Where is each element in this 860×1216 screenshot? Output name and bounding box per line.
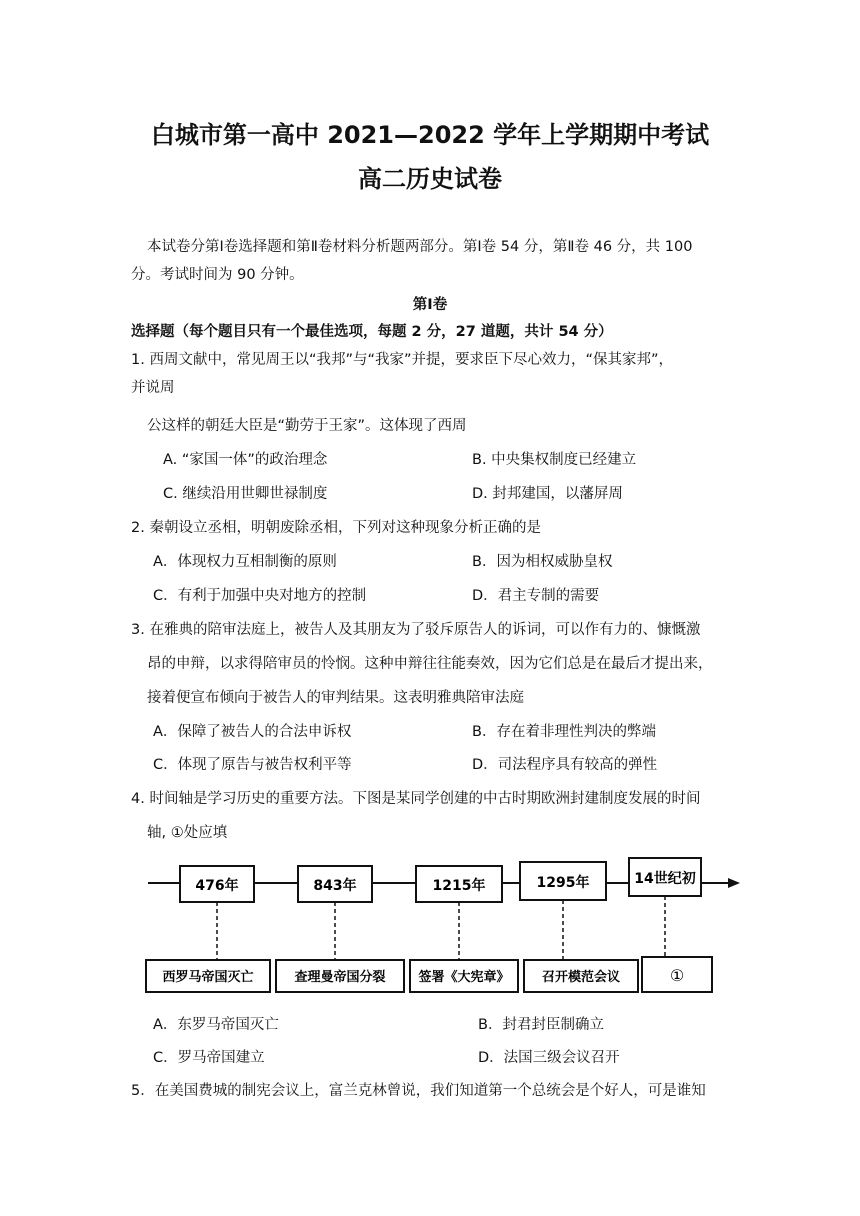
- question-2-line-1: 2. 秦朝设立丞相，明朝废除丞相，下列对这种现象分析正确的是: [131, 520, 541, 536]
- year-label-2: 843年: [313, 878, 357, 894]
- question-3-line-3: 接着便宣布倾向于被告人的审判结果。这表明雅典陪审法庭: [147, 690, 524, 706]
- question-2-option-a[interactable]: A．体现权力互相制衡的原则: [153, 554, 337, 570]
- question-3-option-c[interactable]: C．体现了原告与被告权利平等: [153, 757, 352, 773]
- event-label-5: ①: [669, 966, 685, 985]
- question-4-option-d[interactable]: D．法国三级会议召开: [478, 1050, 620, 1066]
- intro-line-2: 分。考试时间为 90 分钟。: [131, 267, 304, 283]
- question-1-option-c[interactable]: C. 继续沿用世卿世禄制度: [163, 486, 328, 502]
- question-3-line-2: 昂的申辩，以求得陪审员的怜悯。这种申辩往往能奏效，因为它们总是在最后才提出来，: [147, 656, 713, 672]
- year-label-5: 14世纪初: [634, 871, 696, 887]
- year-label-4: 1295年: [536, 875, 590, 891]
- question-4-option-b[interactable]: B．封君封臣制确立: [478, 1017, 604, 1033]
- event-label-3: 签署《大宪章》: [418, 970, 510, 985]
- question-1-option-a[interactable]: A. “家国一体”的政治理念: [163, 452, 328, 468]
- year-label-1: 476年: [195, 878, 239, 894]
- part-heading: 第Ⅰ卷: [412, 297, 448, 313]
- question-3-option-b[interactable]: B．存在着非理性判决的弊端: [472, 724, 656, 740]
- section-title: 选择题（每个题目只有一个最佳选项，每题 2 分，27 道题，共计 54 分）: [131, 324, 613, 340]
- year-label-3: 1215年: [432, 878, 486, 894]
- question-2-option-b[interactable]: B．因为相权威胁皇权: [472, 554, 613, 570]
- event-label-1: 西罗马帝国灭亡: [162, 970, 254, 985]
- question-1-line-1: 1. 西周文献中，常见周王以“我邦”与“我家”并提，要求臣下尽心效力，“保其家邦”，: [131, 352, 674, 368]
- question-3-option-d[interactable]: D．司法程序具有较高的弹性: [472, 757, 658, 773]
- question-1-line-2: 并说周: [131, 380, 175, 396]
- exam-title: 白城市第一高中 2021—2022 学年上学期期中考试: [150, 121, 710, 149]
- event-label-4: 召开模范会议: [541, 970, 621, 985]
- question-3-option-a[interactable]: A．保障了被告人的合法申诉权: [153, 724, 352, 740]
- question-1-option-d[interactable]: D. 封邦建国，以藩屏周: [472, 486, 623, 502]
- exam-subtitle: 高二历史试卷: [358, 165, 502, 193]
- question-4-option-a[interactable]: A．东罗马帝国灭亡: [153, 1017, 279, 1033]
- question-4-line-2: 轴, ①处应填: [147, 825, 228, 841]
- question-4-line-1: 4. 时间轴是学习历史的重要方法。下图是某同学创建的中古时期欧洲封建制度发展的时间: [131, 791, 701, 807]
- timeline-figure: [140, 850, 740, 1000]
- question-1-option-b[interactable]: B. 中央集权制度已经建立: [472, 452, 637, 468]
- question-3-line-1: 3. 在雅典的陪审法庭上，被告人及其朋友为了驳斥原告人的诉词，可以作有力的、慷慨激: [131, 622, 701, 638]
- question-2-option-d[interactable]: D．君主专制的需要: [472, 588, 600, 604]
- question-5-line-1: 5．在美国费城的制宪会议上，富兰克林曾说，我们知道第一个总统会是个好人，可是谁知: [131, 1083, 706, 1099]
- question-2-option-c[interactable]: C．有利于加强中央对地方的控制: [153, 588, 367, 604]
- question-4-option-c[interactable]: C．罗马帝国建立: [153, 1050, 265, 1066]
- question-1-line-3: 公这样的朝廷大臣是“勤劳于王家”。这体现了西周: [147, 418, 467, 434]
- timeline-arrow: [728, 878, 740, 888]
- event-label-2: 查理曼帝国分裂: [294, 970, 386, 985]
- intro-line-1: 本试卷分第Ⅰ卷选择题和第Ⅱ卷材料分析题两部分。第Ⅰ卷 54 分，第Ⅱ卷 46 分，共 100: [147, 239, 693, 255]
